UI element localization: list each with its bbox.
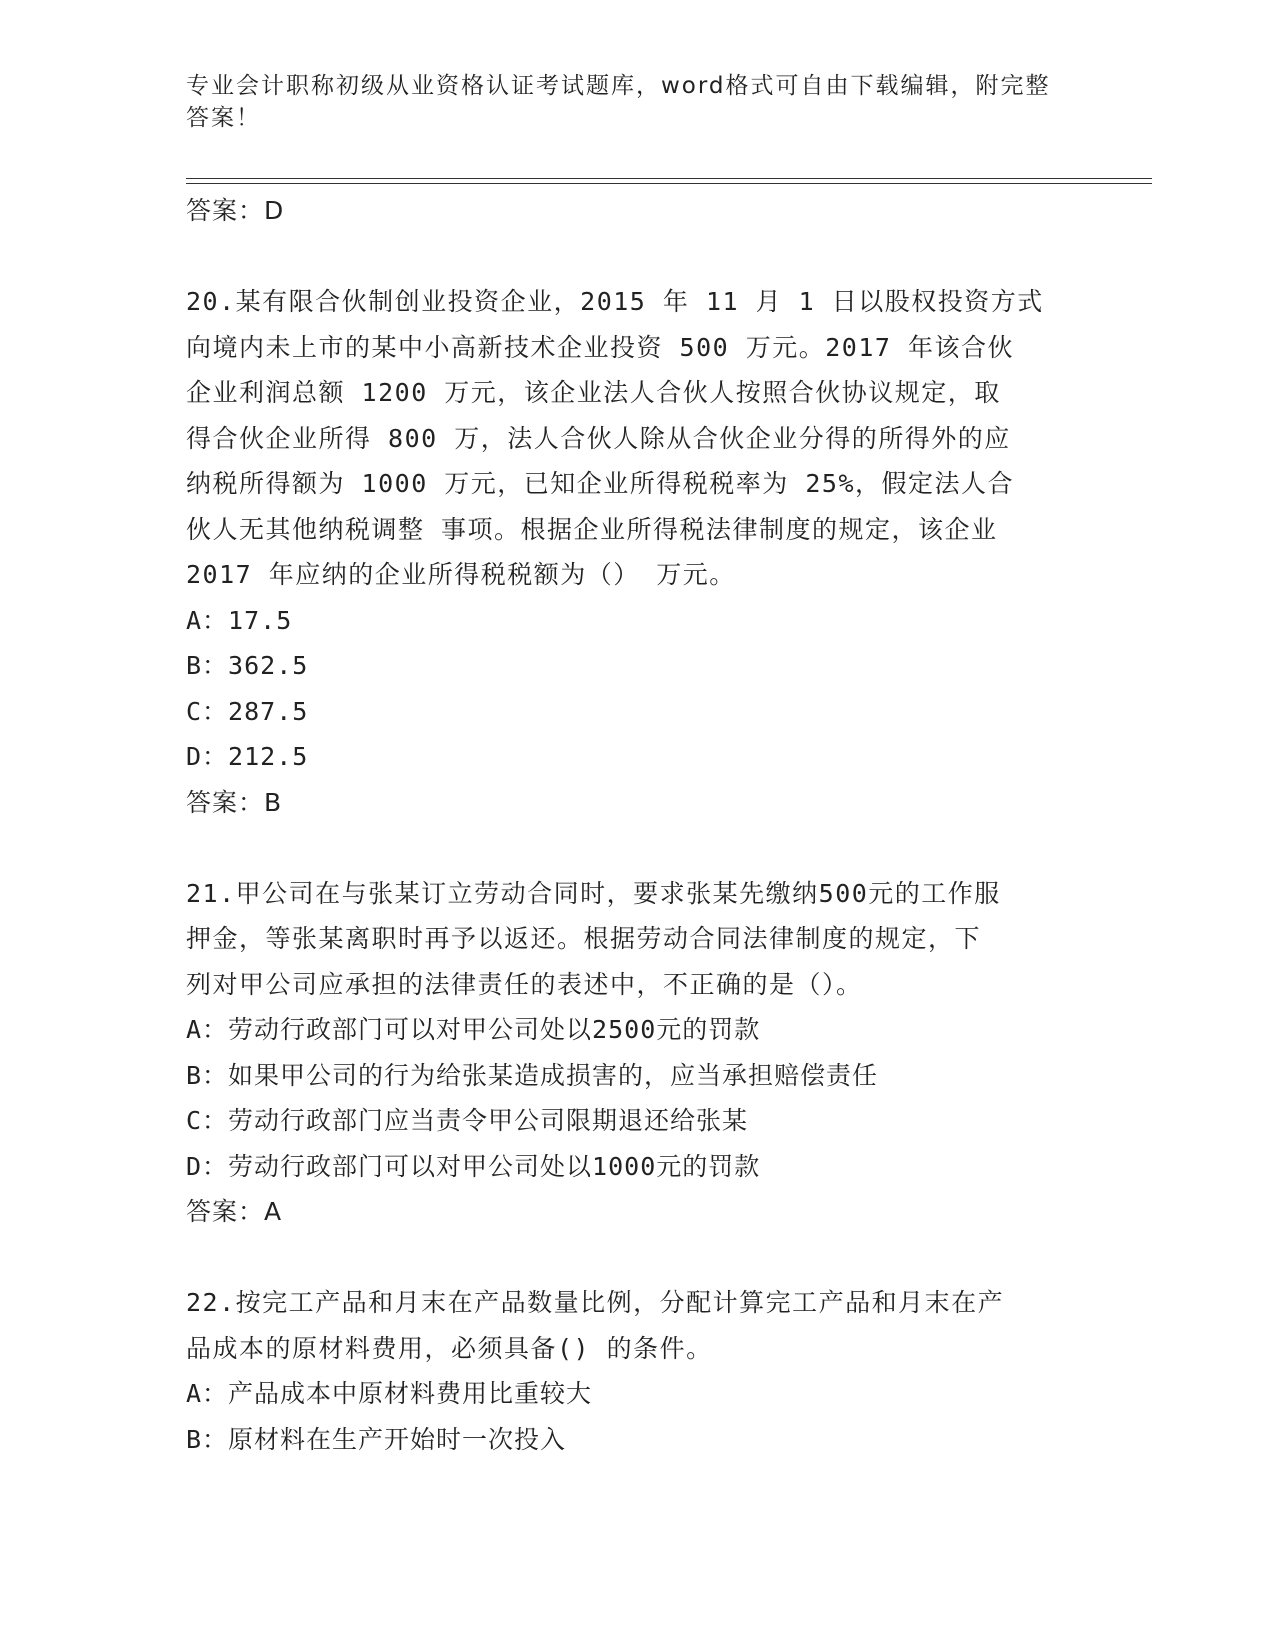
stem-line: 列对甲公司应承担的法律责任的表述中，不正确的是（）。 [186,969,863,999]
question-21-option-d: D：劳动行政部门可以对甲公司处以1000元的罚款 [186,1151,761,1181]
question-22-option-a: A：产品成本中原材料费用比重较大 [186,1379,593,1408]
question-20-option-a: A：17.5 [186,605,293,635]
header-divider-bottom [186,183,1152,184]
document-header [186,70,1066,134]
stem-line: 得合伙企业所得 800 万，法人合伙人除从合伙企业分得的所得外的应 [186,423,1011,453]
stem-line: 20.某有限合伙制创业投资企业，2015 年 11 月 1 日以股权投资方式 [186,287,1044,316]
question-20-option-d: D：212.5 [186,742,309,771]
question-21-option-b: B：如果甲公司的行为给张某造成损害的，应当承担赔偿责任 [186,1060,879,1090]
question-21-answer: 答案：A [186,1197,283,1226]
stem-line: 伙人无其他纳税调整 事项。根据企业所得税法律制度的规定，该企业 [186,514,998,544]
question-20-option-c: C：287.5 [186,696,309,726]
previous-answer: 答案：D [186,196,285,225]
question-21-option-a: A：劳动行政部门可以对甲公司处以2500元的罚款 [186,1015,761,1044]
question-22-stem [186,1280,1086,1371]
header-text: 专业会计职称初级从业资格认证考试题库，word格式可自由下载编辑，附完整答案！ [186,73,1051,131]
question-20-stem [186,279,1086,598]
stem-line: 22.按完工产品和月末在产品数量比例，分配计算完工产品和月末在产 [186,1288,1005,1317]
question-content [186,188,1086,1462]
spacer [186,234,1086,280]
stem-line: 21.甲公司在与张某订立劳动合同时，要求张某先缴纳500元的工作服 [186,878,1001,908]
stem-line: 押金，等张某离职时再予以返还。根据劳动合同法律制度的规定，下 [186,924,982,953]
question-20-answer: 答案：B [186,787,283,817]
stem-line: 品成本的原材料费用，必须具备() 的条件。 [186,1333,713,1363]
stem-line: 向境内未上市的某中小高新技术企业投资 500 万元。2017 年该合伙 [186,332,1015,362]
stem-line: 纳税所得额为 1000 万元，已知企业所得税税率为 25%，假定法人合 [186,469,1015,498]
stem-line: 2017 年应纳的企业所得税税额为（） 万元。 [186,560,736,589]
question-21-option-c: C：劳动行政部门应当责令甲公司限期退还给张某 [186,1106,749,1135]
question-21-stem [186,871,1086,1008]
question-20-option-b: B：362.5 [186,651,309,680]
stem-line: 企业利润总额 1200 万元，该企业法人合伙人按照合伙协议规定，取 [186,378,1001,407]
question-22-option-b: B：原材料在生产开始时一次投入 [186,1424,567,1454]
spacer [186,825,1086,871]
spacer [186,1235,1086,1281]
header-divider-top [186,178,1152,179]
